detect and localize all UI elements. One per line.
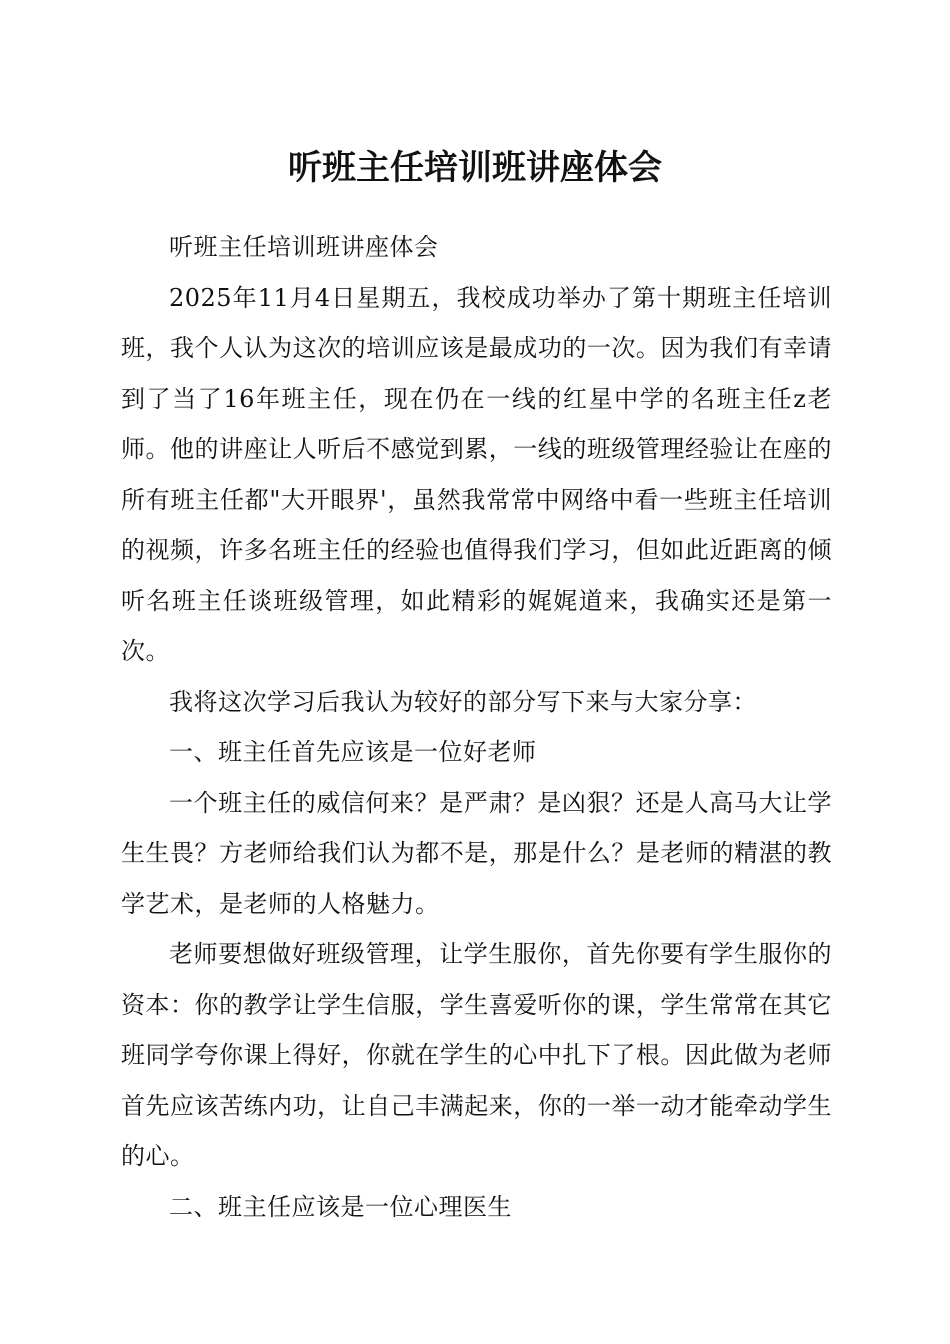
paragraph-authority: 一个班主任的威信何来？是严肃？是凶狠？还是人高马大让学生生畏？方老师给我们认为都不是，那是什么？是老师的精湛的教学艺术，是老师的人格魅力。	[121, 788, 832, 918]
document-body	[121, 222, 832, 1232]
document-title: 听班主任培训班讲座体会	[288, 148, 662, 188]
section-heading-2: 二、班主任应该是一位心理医生	[169, 1192, 512, 1221]
section-heading-1: 一、班主任首先应该是一位好老师	[169, 738, 537, 766]
paragraph-intro: 2025年11月4日星期五，我校成功举办了第十期班主任培训班，我个人认为这次的培训应该是最成功的一次。因为我们有幸请到了当了16年班主任，现在仍在一线的红星中学的名班主任z老师。他的讲座让人听后不感觉到累，一线的班级管理经验让在座的所有班主任都"大开眼界'，虽然我常常中网络中看一些班主任培训的视频，许多名班主任的经验也值得我们学习，但如此近距离的倾听名班主任谈班级管理，如此精彩的娓娓道来，我确实还是第一次。	[121, 283, 832, 665]
paragraph-share: 我将这次学习后我认为较好的部分写下来与大家分享：	[169, 687, 757, 716]
paragraph-teaching: 老师要想做好班级管理，让学生服你，首先你要有学生服你的资本：你的教学让学生信服，学生喜爱听你的课，学生常常在其它班同学夸你课上得好，你就在学生的心中扎下了根。因此做为老师首先应该苦练内功，让自己丰满起来，你的一举一动才能牵动学生的心。	[121, 940, 832, 1170]
paragraph-subtitle: 听班主任培训班讲座体会	[169, 233, 439, 261]
